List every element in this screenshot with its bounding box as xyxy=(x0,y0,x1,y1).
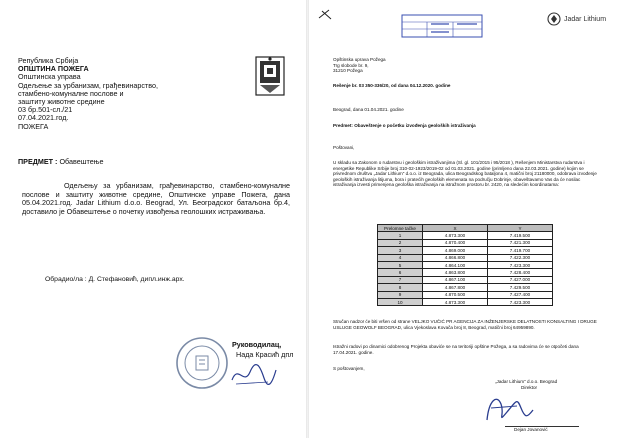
y-cell: 7.421.300 xyxy=(488,239,553,246)
table-row xyxy=(378,291,553,298)
y-cell: 7.419.700 xyxy=(488,247,553,254)
point-cell: 5 xyxy=(378,261,423,268)
y-cell: 7.423.300 xyxy=(488,261,553,268)
jadar-logo-icon xyxy=(547,12,561,26)
handwritten-signature-icon xyxy=(228,358,278,390)
recipient-line: 31210 Požega xyxy=(333,68,363,74)
letter-subject: Predmet: Obaveštenje o početku izvođenja geoloških istraživanja xyxy=(333,123,476,128)
notice-body: Одељењу за урбанизам, грађевинарство, стамбено-комуналне послове и заштиту животне средине, Општинске управе Пожега, дана 05.04.2021.год. Jadar Lithium d.o.o. Beograd, Ул. Београдског батаљона бр.4, доставило је Обавештење о почетку извођења геолошких истраживања. xyxy=(22,181,290,216)
director-signature-icon xyxy=(477,390,537,426)
x-cell: 4.867.800 xyxy=(423,284,488,291)
point-cell: 4 xyxy=(378,254,423,261)
column-header: Prelomne tačke xyxy=(378,225,423,232)
y-cell: 7.423.300 xyxy=(488,298,553,305)
y-cell: 7.429.500 xyxy=(488,284,553,291)
received-stamp-icon xyxy=(401,14,483,38)
point-cell: 2 xyxy=(378,239,423,246)
subject-text: Обавештење xyxy=(59,157,104,166)
table-row xyxy=(378,232,553,239)
column-header: X xyxy=(423,225,488,232)
point-cell: 10 xyxy=(378,298,423,305)
table-row xyxy=(378,269,553,276)
coat-of-arms-icon xyxy=(255,56,285,96)
recipient-line: Opštinska uprava Požega xyxy=(333,57,386,62)
x-cell: 4.866.800 xyxy=(423,254,488,261)
table-row xyxy=(378,247,553,254)
recipient-line: Trg slobode br. 9, xyxy=(333,62,369,68)
recipient-block xyxy=(333,57,386,74)
table-row xyxy=(378,254,553,261)
point-cell: 7 xyxy=(378,276,423,283)
point-cell: 1 xyxy=(378,232,423,239)
serbian-notice-page xyxy=(0,0,306,438)
point-cell: 6 xyxy=(378,269,423,276)
letter-date: Beograd, dana 01.04.2021. godine xyxy=(333,107,404,112)
handwritten-mark-icon xyxy=(317,8,333,22)
municipality-name: ОПШТИНА ПОЖЕГА xyxy=(18,64,89,74)
header-line: ПОЖЕГА xyxy=(18,121,49,131)
header-line: Одељење за урбанизам, грађевинарство, xyxy=(18,80,158,90)
official-stamp-icon xyxy=(175,336,229,390)
letter-paragraph-1: U skladu sa Zakonom o rudarstvu i geološkim istraživanjima (Sl. gl. 101/2015 i 95/2018 ), Rešenjem Ministarstva rudarstva i energetike Republike Srbije broj 310-02-1923/2019-02 od 01.03.2021. godine (primljeno dana 22.03.2021. godine) kojim se privrednom društvu „Jadar Lithium" d.o.o. iz Beograda, ulica Beogradskog bataljona 4, matični broj 21180000, odobrava izvođenje geoloških istraživanja litijuma, bora i pratećih geoloških elemenata na području Dobrinje, obaveštavamo Vas da će nosilac istraživanja izvesti primenjena geološka istraživanja na istražnom prostoru br. 2420, na sledećim koordinatama: xyxy=(333,160,597,188)
signature-title: Руководилац, xyxy=(232,340,282,349)
point-cell: 9 xyxy=(378,291,423,298)
point-cell: 8 xyxy=(378,284,423,291)
decision-reference: Rešenje br. 03 350-336/20, od dana 04.12.2020. godine xyxy=(333,83,451,88)
header-line: заштиту животне средине xyxy=(18,97,105,107)
y-cell: 7.428.400 xyxy=(488,269,553,276)
table-row xyxy=(378,239,553,246)
director-name: Dejan Jovanović xyxy=(514,427,548,432)
coordinates-table xyxy=(377,224,553,306)
x-cell: 4.870.500 xyxy=(423,291,488,298)
point-cell: 3 xyxy=(378,247,423,254)
x-cell: 4.873.300 xyxy=(423,298,488,305)
signature-name: Нада Красић дпл xyxy=(236,350,294,359)
letter-paragraph-2: Stručan nadzor će biti vršen od strane VELJKO VUČIĆ PR AGENCIJA ZA INŽENJERSKE DELATNOSTI KONSALTING I DRUGE USLUGE GEOWOLF BEOGRAD, ulica Vjekoslava Kovača broj 8, Beograd, matični broj 64959890. xyxy=(333,319,597,330)
table-row xyxy=(378,276,553,283)
x-cell: 4.864.100 xyxy=(423,261,488,268)
table-row xyxy=(378,261,553,268)
table-row xyxy=(378,284,553,291)
company-logo xyxy=(547,12,606,26)
subject-label: ПРЕДМЕТ : xyxy=(18,157,58,166)
column-header: Y xyxy=(488,225,553,232)
x-cell: 4.870.400 xyxy=(423,239,488,246)
x-cell: 4.863.800 xyxy=(423,269,488,276)
director-label: Direktor xyxy=(521,385,538,390)
subject-line xyxy=(18,158,104,166)
header-line: Општинска управа xyxy=(18,72,81,82)
y-cell: 7.422.300 xyxy=(488,254,553,261)
greeting: Poštovani, xyxy=(333,145,355,150)
x-cell: 4.869.000 xyxy=(423,247,488,254)
x-cell: 4.867.100 xyxy=(423,276,488,283)
closing: S poštovanjem, xyxy=(333,366,365,371)
company-line: „Jadar Lithium" d.o.o. Beograd xyxy=(495,379,558,384)
logo-text: Jadar Lithium xyxy=(564,15,607,23)
jadar-lithium-letter-page xyxy=(309,0,620,438)
y-cell: 7.427.400 xyxy=(488,291,553,298)
letter-paragraph-3: Istražni radovi po dinamici odobrenog Projekta obaviće se na teritoriji opštine Požega, a sa radovima će se otpočeti dana 17.04.2021. godine. xyxy=(333,344,579,355)
processed-by: Обрадио/ла : Д. Стефановић, дипл.инж.арх. xyxy=(45,276,185,283)
x-cell: 4.873.300 xyxy=(423,232,488,239)
header-line: стамбено-комуналне послове и xyxy=(18,88,124,98)
header-block xyxy=(18,57,158,131)
reference-number: 03 бр.501-сл./21 xyxy=(18,105,73,115)
table-header-row xyxy=(378,225,553,232)
y-cell: 7.427.000 xyxy=(488,276,553,283)
header-line: Република Србија xyxy=(18,56,79,65)
document-date: 07.04.2021.год. xyxy=(18,113,69,123)
y-cell: 7.419.500 xyxy=(488,232,553,239)
table-row xyxy=(378,298,553,305)
